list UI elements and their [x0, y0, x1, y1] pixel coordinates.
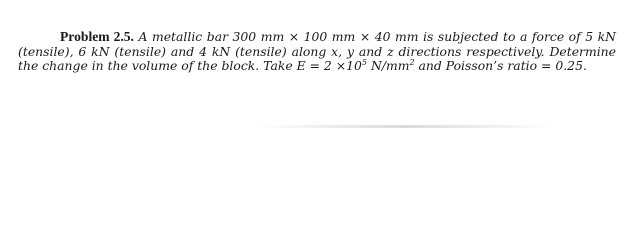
problem-text-part-1: A metallic bar 300 mm × 100 mm × 40 mm is subjected to a force of 5 kN (tensile), 6 kN (tensile) and 4 kN (tensile) along x, y and z directions respectively. Determine the change in the volume of the block. Take E = 2 ×10 — [18, 29, 616, 74]
problem-text-part-3: and Poisson’s ratio = 0.25. — [414, 58, 587, 74]
problem-label: Problem 2.5. — [60, 29, 134, 44]
scan-artifact-line — [255, 125, 555, 128]
problem-statement — [18, 30, 616, 74]
modulus-exponent: 5 — [361, 58, 367, 68]
unit-exponent: 2 — [409, 58, 415, 68]
problem-text-part-2: N/mm — [367, 58, 410, 74]
